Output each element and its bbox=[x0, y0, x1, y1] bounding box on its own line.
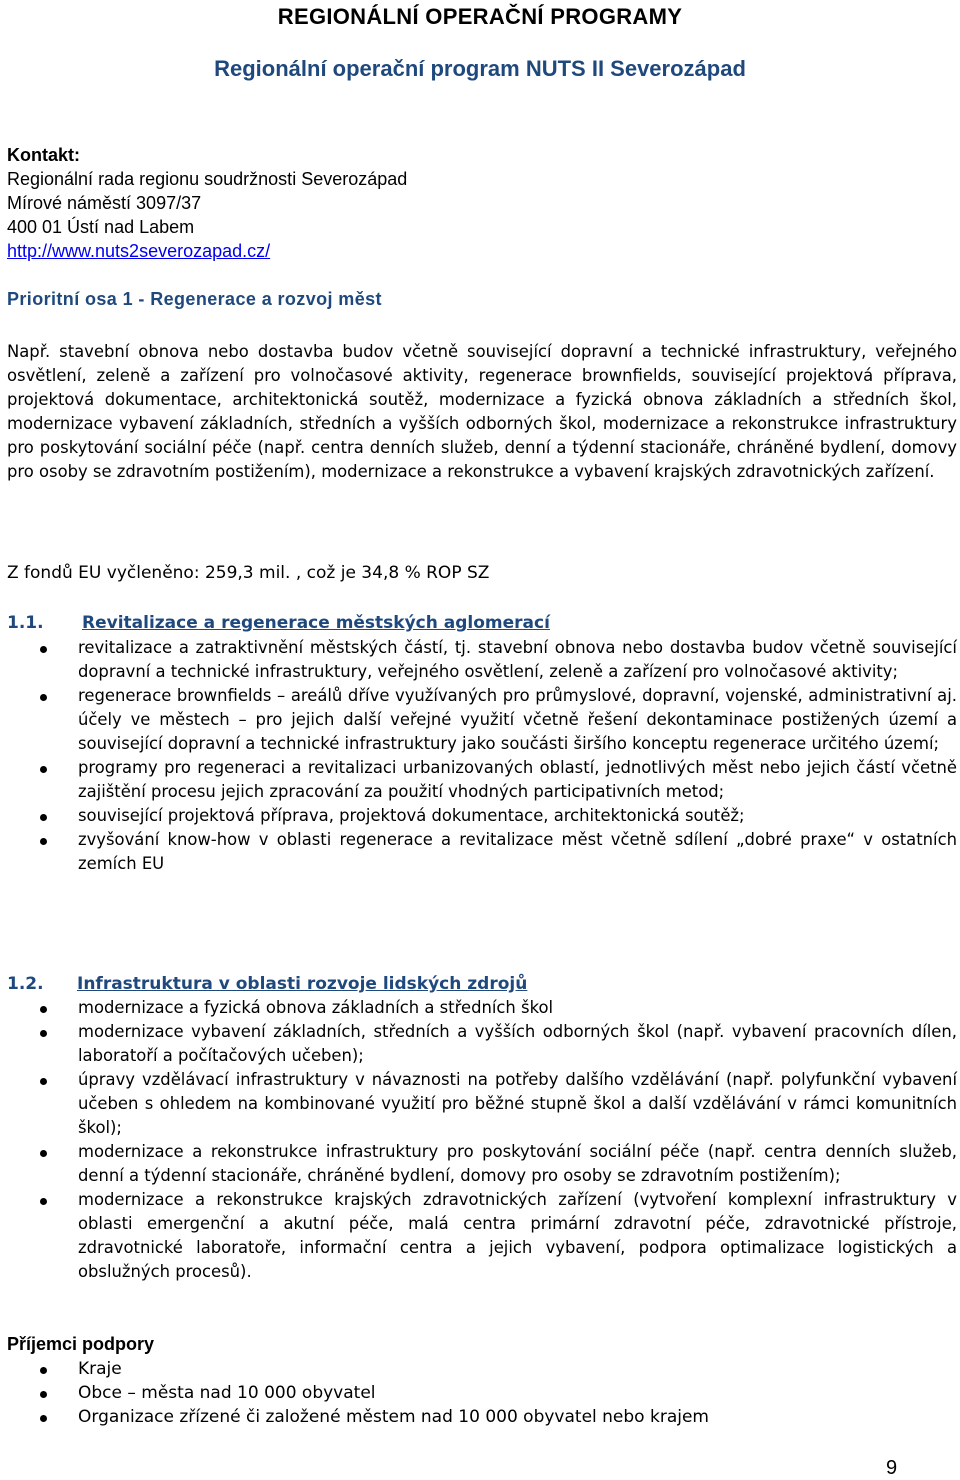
list-item: modernizace a fyzická obnova základních a středních škol bbox=[0, 996, 960, 1020]
list-item: Organizace zřízené či založené městem nad 10 000 obyvatel nebo krajem bbox=[0, 1405, 960, 1429]
priority-description: Např. stavební obnova nebo dostavba budov včetně související dopravní a technické infrastruktury, veřejného osvětlení, zeleně a zařízení pro volnočasové aktivity, regenerace brownfields, související projektová příprava, projektová dokumentace, architektonická soutěž, modernizace a fyzická obnova základních a středních škol, modernizace vybavení základních, středních a vyšších odborných škol, modernizace a rekonstrukce infrastruktury pro poskytování sociální péče (např. centra denních služeb, denní a týdenní stacionáře, chráněné bydlení, domovy pro osoby se zdravotním postižením), modernizace a rekonstrukce a vybavení krajských zdravotnických zařízení. bbox=[7, 342, 957, 481]
priority-axis-title: Prioritní osa 1 - Regenerace a rozvoj měst bbox=[7, 289, 382, 309]
section-1-2-list bbox=[0, 996, 960, 1284]
section-title: Revitalizace a regenerace městských aglomerací bbox=[82, 613, 550, 633]
bullet-icon bbox=[40, 1367, 47, 1374]
list-item: revitalizace a zatraktivnění městských částí, tj. stavební obnova nebo dostavba budov včetně související dopravní a technické infrastruktury, veřejného osvětlení, zeleně a zařízení pro volnočasové aktivity; bbox=[0, 636, 960, 684]
bullet-icon bbox=[40, 1006, 47, 1013]
bullet-icon bbox=[40, 1391, 47, 1398]
contact-city: 400 01 Ústí nad Labem bbox=[7, 217, 195, 237]
list-item: modernizace vybavení základních, středních a vyšších odborných škol (např. vybavení pracovních dílen, laboratoří a počítačových učeben); bbox=[0, 1020, 960, 1068]
section-heading-1-2 bbox=[7, 972, 957, 996]
section-number: 1.1. bbox=[7, 613, 44, 633]
list-item: Obce – města nad 10 000 obyvatel bbox=[0, 1381, 960, 1405]
bullet-icon bbox=[40, 1198, 47, 1205]
bullet-icon bbox=[40, 646, 47, 653]
bullet-icon bbox=[40, 814, 47, 821]
recipients-title: Příjemci podpory bbox=[7, 1334, 155, 1354]
list-item: související projektová příprava, projektová dokumentace, architektonická soutěž; bbox=[0, 804, 960, 828]
document-title: REGIONÁLNÍ OPERAČNÍ PROGRAMY bbox=[277, 4, 683, 29]
section-1-1-list bbox=[0, 636, 960, 876]
contact-website-link[interactable]: http://www.nuts2severozapad.cz/ bbox=[7, 241, 271, 261]
bullet-icon bbox=[40, 1078, 47, 1085]
bullet-icon bbox=[40, 694, 47, 701]
section-title: Infrastruktura v oblasti rozvoje lidských zdrojů bbox=[77, 974, 528, 994]
section-number: 1.2. bbox=[7, 974, 44, 994]
bullet-icon bbox=[40, 1415, 47, 1422]
eu-funding-note: Z fondů EU vyčleněno: 259,3 mil. , což je 34,8 % ROP SZ bbox=[7, 563, 490, 583]
list-item: modernizace a rekonstrukce infrastruktury pro poskytování sociální péče (např. centra denních služeb, denní a týdenní stacionáře, chráněné bydlení, domovy pro osoby se zdravotním postižením); bbox=[0, 1140, 960, 1188]
bullet-icon bbox=[40, 766, 47, 773]
bullet-icon bbox=[40, 838, 47, 845]
list-item: modernizace a rekonstrukce krajských zdravotnických zařízení (vytvoření komplexní infrastruktury v oblasti emergenční a akutní péče, malá centra primární zdravotní péče, zdravotnické přístroje, zdravotnické laboratoře, informační centra a jejich vybavení, podpora optimalizace logistických a obslužných procesů). bbox=[0, 1188, 960, 1284]
page-number: 9 bbox=[886, 1457, 898, 1479]
contact-label: Kontakt: bbox=[7, 145, 80, 165]
recipients-list bbox=[0, 1357, 960, 1429]
list-item: programy pro regeneraci a revitalizaci urbanizovaných oblastí, jednotlivých měst nebo jejich částí včetně zajištění procesu jejich zpracování za použití vhodných participativních metod; bbox=[0, 756, 960, 804]
contact-street: Mírové náměstí 3097/37 bbox=[7, 193, 202, 213]
list-item: zvyšování know-how v oblasti regenerace a revitalizace měst včetně sdílení „dobré praxe“ v ostatních zemích EU bbox=[0, 828, 960, 876]
document-subtitle: Regionální operační program NUTS II Severozápad bbox=[214, 56, 746, 81]
contact-organization: Regionální rada regionu soudržnosti Severozápad bbox=[7, 169, 408, 189]
section-heading-1-1 bbox=[7, 611, 957, 635]
bullet-icon bbox=[40, 1150, 47, 1157]
contact-block bbox=[7, 143, 407, 263]
bullet-icon bbox=[40, 1030, 47, 1037]
list-item: Kraje bbox=[0, 1357, 960, 1381]
list-item: úpravy vzdělávací infrastruktury v návaznosti na potřeby dalšího vzdělávání (např. polyfunkční vybavení učeben s ohledem na kombinované využití pro běžné stupně škol a další vzdělávání v rámci komunitních škol); bbox=[0, 1068, 960, 1140]
list-item: regenerace brownfields – areálů dříve využívaných pro průmyslové, dopravní, vojenské, administrativní aj. účely ve městech – pro jejich další veřejné využití včetně řešení dekontaminace postižených území a související dopravní a technické infrastruktury jako součásti širšího konceptu regenerace určitého území; bbox=[0, 684, 960, 756]
